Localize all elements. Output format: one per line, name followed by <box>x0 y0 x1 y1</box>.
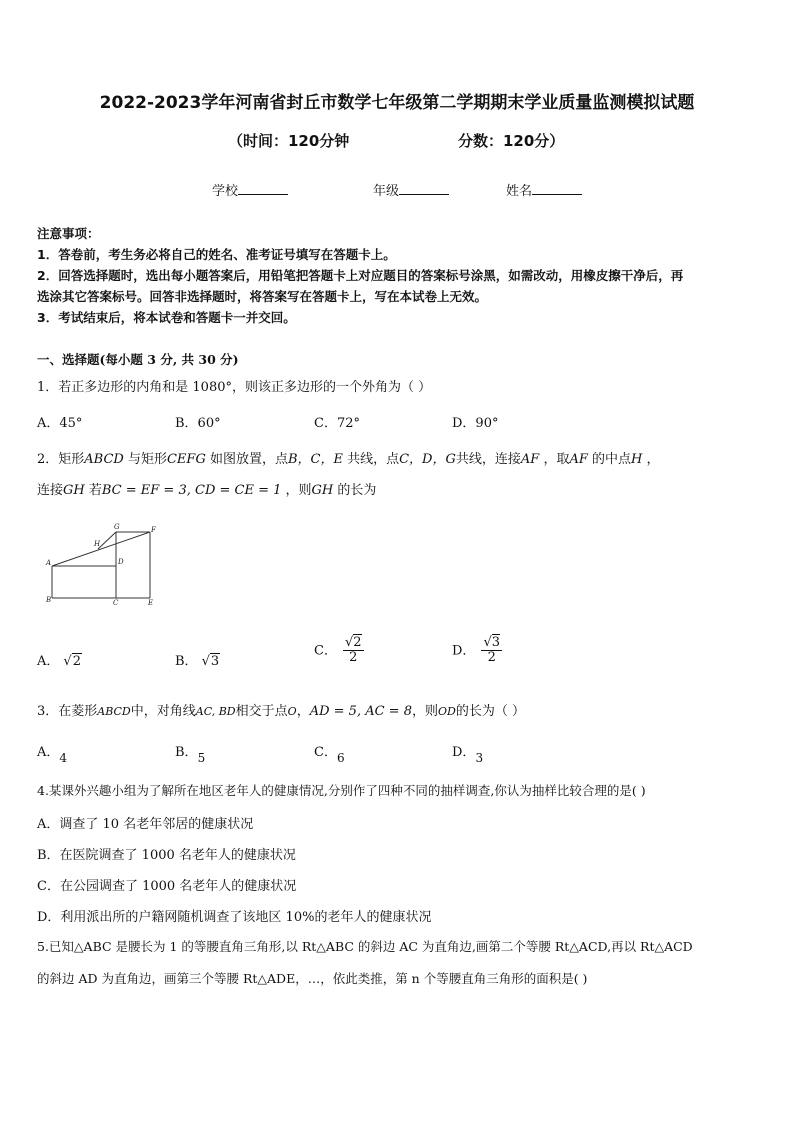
q4-option-d[interactable]: D．利用派出所的户籍网随机调查了该地区 10%的老年人的健康状况 <box>37 910 432 925</box>
question-1-stem: 1．若正多边形的内角和是 1080°，则该正多边形的一个外角为（ ） <box>37 380 432 395</box>
fig-label-h: H <box>94 540 101 548</box>
q3-math: ABCD <box>97 705 131 718</box>
note-item: 2．回答选择题时，选出每小题答案后，用铅笔把答题卡上对应题目的答案标号涂黑，如需改动，用橡皮擦干净后，再 <box>37 268 684 283</box>
grade-label: 年级 <box>373 184 400 199</box>
q4-option-c[interactable]: C．在公园调查了 1000 名老年人的健康状况 <box>37 879 297 894</box>
radicand: 3 <box>210 654 220 669</box>
fig-label-a: A <box>46 559 52 567</box>
q1-option-b[interactable]: B．60° <box>175 416 221 431</box>
q3-text: 的长为（ ） <box>455 704 525 719</box>
fig-label-e: E <box>148 599 154 607</box>
option-value: 3 <box>475 751 484 765</box>
school-blank[interactable] <box>238 182 288 195</box>
fig-label-c: C <box>113 599 119 607</box>
q3-option-a[interactable] <box>37 741 68 765</box>
q2-text: 与矩形 <box>123 452 167 467</box>
q2-math: AF <box>520 452 540 467</box>
q3-option-d[interactable] <box>452 741 484 765</box>
radicand: 2 <box>72 654 81 669</box>
question-2-line-1 <box>37 448 660 467</box>
q2-text: 2．矩形 <box>37 452 85 467</box>
radicand: 3 <box>491 635 501 650</box>
option-value: 4 <box>59 751 68 765</box>
q1-option-d[interactable]: D．90° <box>452 416 499 431</box>
q2-math: H <box>631 452 643 467</box>
exam-score: 分数：120分） <box>458 132 565 150</box>
school-label: 学校 <box>212 184 239 199</box>
q2-math: ABCD <box>84 452 124 467</box>
question-5-line-1: 5.已知△ABC 是腰长为 1 的等腰直角三角形,以 Rt△ABC 的斜边 AC 为直角边,画第二个等腰 Rt△ACD,再以 Rt△ACD <box>37 939 693 954</box>
denominator: 2 <box>349 650 358 666</box>
q3-text: ，则 <box>411 704 438 719</box>
q3-math: AC, BD <box>195 705 236 718</box>
fraction <box>481 636 502 666</box>
question-4-stem: 4.某课外兴趣小组为了解所在地区老年人的健康情况,分别作了四种不同的抽样调查,你认为抽样比较合理的是( ) <box>37 783 646 798</box>
exam-time: （时间：120分钟 <box>228 132 350 150</box>
grade-blank[interactable] <box>399 182 449 195</box>
name-field <box>506 180 582 199</box>
option-value: 6 <box>336 751 345 765</box>
note-item: 3．考试结束后，将本试卷和答题卡一并交回。 <box>37 310 296 325</box>
question-2-line-2 <box>37 479 376 498</box>
q2-text: 共线，点 <box>342 452 400 467</box>
q2-option-a[interactable] <box>37 650 82 669</box>
q2-text: ， <box>642 452 660 467</box>
q2-option-d[interactable] <box>452 636 502 666</box>
q2-math: BC = EF = 3, CD = CE = 1 <box>101 483 282 498</box>
q2-text: 共线，连接 <box>455 452 521 467</box>
section-heading: 一、选择题(每小题 3 分, 共 30 分) <box>37 352 239 367</box>
fig-label-f: F <box>151 526 156 534</box>
q3-option-b[interactable] <box>175 741 206 765</box>
q3-option-c[interactable] <box>314 741 345 765</box>
option-letter: C． <box>314 643 337 659</box>
q4-option-b[interactable]: B．在医院调查了 1000 名老年人的健康状况 <box>37 848 296 863</box>
q2-math: CEFG <box>166 452 206 467</box>
q3-math: OD <box>438 705 456 718</box>
denominator: 2 <box>487 650 496 666</box>
option-letter: D． <box>452 643 476 659</box>
q1-option-a[interactable]: A．45° <box>37 416 83 431</box>
q2-text: 的中点 <box>587 452 632 467</box>
q2-figure <box>38 518 168 610</box>
q2-math: B，C，E <box>287 452 343 467</box>
grade-field <box>373 180 449 199</box>
q2-math: AF <box>569 452 588 467</box>
option-letter: B． <box>175 654 198 669</box>
q3-text: ， <box>296 704 310 719</box>
fraction <box>343 636 364 666</box>
numerator: √2 <box>344 635 362 650</box>
q2-math: C，D，G <box>399 452 456 467</box>
note-item: 选涂其它答案标号。回答非选择题时，将答案写在答题卡上，写在本试卷上无效。 <box>37 289 488 304</box>
fig-label-b: B <box>46 596 52 604</box>
question-3-stem <box>37 700 525 719</box>
option-letter: D． <box>452 745 476 760</box>
q2-text: 的长为 <box>333 483 377 498</box>
fig-label-d: D <box>118 558 124 566</box>
q2-math: GH <box>63 483 85 498</box>
option-letter: A． <box>37 654 60 669</box>
q2-text: 若 <box>84 483 102 498</box>
page-title: 2022-2023学年河南省封丘市数学七年级第二学期期末学业质量监测模拟试题 <box>99 93 695 113</box>
q3-math: O <box>287 705 297 718</box>
q3-math: AD = 5, AC = 8 <box>309 704 412 719</box>
q2-text: 连接 <box>37 483 64 498</box>
name-label: 姓名 <box>506 184 533 199</box>
question-5-line-2: 的斜边 AD 为直角边，画第三个等腰 Rt△ADE，…，依此类推，第 n 个等腰直角三角形的面积是( ) <box>37 971 588 986</box>
q3-text: 中，对角线 <box>130 704 196 719</box>
q1-option-c[interactable]: C．72° <box>314 416 360 431</box>
q2-text: ，则 <box>281 483 312 498</box>
fig-label-g: G <box>114 523 120 531</box>
name-blank[interactable] <box>532 182 582 195</box>
q2-option-b[interactable] <box>175 650 220 669</box>
school-field <box>212 180 288 199</box>
option-value: 5 <box>197 751 206 765</box>
option-letter: A． <box>37 745 60 760</box>
q2-text: ，取 <box>539 452 570 467</box>
option-letter: B． <box>175 745 198 760</box>
note-item: 1．答卷前，考生务必将自己的姓名、准考证号填写在答题卡上。 <box>37 247 396 262</box>
q2-math: GH <box>311 483 334 498</box>
q3-text: 相交于点 <box>235 704 288 719</box>
sqrt-expression: √2 <box>63 654 81 669</box>
q2-text: 如图放置，点 <box>205 452 288 467</box>
option-letter: C． <box>314 745 337 760</box>
numerator: √3 <box>483 635 501 650</box>
radicand: 2 <box>353 635 362 650</box>
q3-text: 3．在菱形 <box>37 704 98 719</box>
q4-option-a[interactable]: A．调查了 10 名老年邻居的健康状况 <box>37 817 254 832</box>
q2-option-c[interactable] <box>314 636 364 666</box>
notes-heading: 注意事项： <box>37 226 100 241</box>
sqrt-expression: √3 <box>201 654 220 669</box>
